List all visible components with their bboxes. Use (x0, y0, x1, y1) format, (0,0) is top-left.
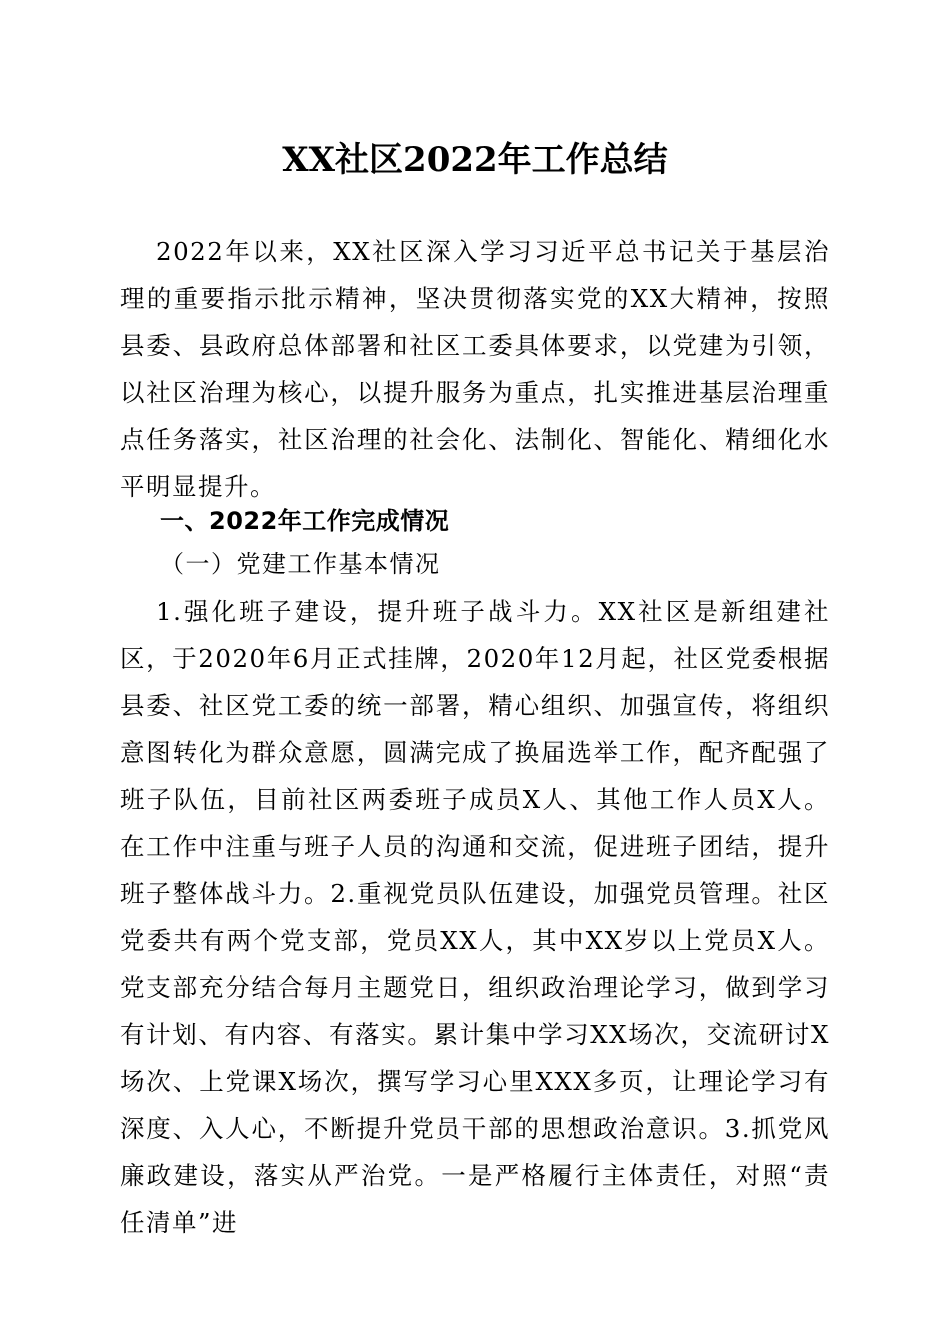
subsection-heading: （一）党建工作基本情况 (160, 550, 441, 578)
section-paragraph: 1.强化班子建设，提升班子战斗力。XX社区是新组建社区，于2020年6月正式挂牌，2020年12月起，社区党委根据县委、社区党工委的统一部署，精心组织、加强宣传，将组织意图转化为群众意愿，圆满完成了换届选举工作，配齐配强了班子队伍，目前社区两委班子成员X人、其他工作人员X人。在工作中注重与班子人员的沟通和交流，促进班子团结，提升班子整体战斗力。2.重视党员队伍建设，加强党员管理。社区党委共有两个党支部，党员XX人，其中XX岁以上党员X人。党支部充分结合每月主题党日，组织政治理论学习，做到学习有计划、有内容、有落实。累计集中学习XX场次，交流研讨X场次、上党课X场次，撰写学习心里XXX多页，让理论学习有深度、入人心，不断提升党员干部的思想政治意识。3.抓党风廉政建设，落实从严治党。一是严格履行主体责任，对照“责任清单”进 (120, 597, 830, 1237)
section-heading: 一、2022年工作完成情况 (160, 507, 450, 535)
document-title: XX社区2022年工作总结 (282, 140, 668, 180)
intro-paragraph: 2022年以来，XX社区深入学习习近平总书记关于基层治理的重要指示批示精神，坚决贯彻落实党的XX大精神，按照县委、县政府总体部署和社区工委具体要求，以党建为引领，以社区治理为核心，以提升服务为重点，扎实推进基层治理重点任务落实，社区治理的社会化、法制化、智能化、精细化水平明显提升。 (120, 237, 830, 501)
